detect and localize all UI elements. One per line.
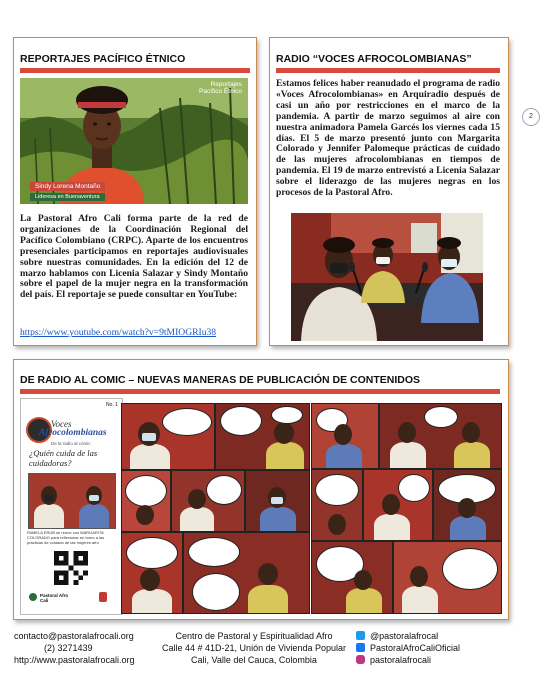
comic-panel xyxy=(311,403,379,469)
sindy-video-still xyxy=(20,78,248,204)
comic-panel xyxy=(183,532,310,614)
footer-email[interactable]: contacto@pastoralafrocali.org xyxy=(14,631,134,641)
facebook-icon xyxy=(356,643,365,652)
footer-social xyxy=(356,630,460,666)
footer-street: Calle 44 # 41D-21, Unión de Vivienda Popular xyxy=(162,643,346,653)
comic-title-bar xyxy=(20,389,500,394)
radio-studio-photo xyxy=(291,213,483,341)
twitter-handle: @pastoralafrocal xyxy=(370,631,439,641)
footer-city: Cali, Valle del Cauca, Colombia xyxy=(191,655,317,665)
comic-cover-image xyxy=(28,473,116,529)
comic-logo-line1: Voces xyxy=(51,419,72,429)
comic-blurb: PAMELA ERUB se reúne con MARGARITA COLORADO para reflexionar en torno a las prácticas de cuidado de las mujeres afro xyxy=(27,530,105,545)
page-number: 2 xyxy=(522,108,540,126)
comic-panel xyxy=(171,470,245,532)
comic-panel xyxy=(121,403,215,470)
comic-panel xyxy=(379,403,502,469)
footer-facebook[interactable] xyxy=(356,642,460,654)
reportajes-body: La Pastoral Afro Cali forma parte de la red de organizaciones de la Coordinación Regional del Pacífico Colombiano (CRPC). Aparte de los encuentros presenciales participamos en reportajes audiovisuales sobre nuestras comunidades. En la edición del 12 de marzo hablamos con Licenia Salazar y Sindy Montaño sobre el papel de la mujer negra en la transformación del país. El reportaje se puede consultar en YouTube: xyxy=(20,213,248,301)
footer-phone: (2) 3271439 xyxy=(44,643,93,653)
instagram-icon xyxy=(356,655,365,664)
instagram-handle: pastoralafrocali xyxy=(370,655,432,665)
footer-address xyxy=(154,630,354,666)
comic-title: DE RADIO AL COMIC – NUEVAS MANERAS DE PUBLICACIÓN DE CONTENIDOS xyxy=(20,374,420,386)
comic-panel xyxy=(433,469,502,541)
comic-question: ¿Quién cuida de las cuidadoras? xyxy=(29,448,98,468)
comic-panel xyxy=(121,532,183,614)
facebook-handle: PastoralAfroCaliOficial xyxy=(370,643,461,653)
comic-panel xyxy=(121,470,171,532)
footer-twitter[interactable] xyxy=(356,630,460,642)
radio-title: RADIO “VOCES AFROCOLOMBIANAS” xyxy=(276,53,472,65)
comic-subtitle: De la radio al cómic xyxy=(51,441,91,446)
reportajes-title: REPORTAJES PACÍFICO ÉTNICO xyxy=(20,53,186,65)
video-label-1: Reportajes xyxy=(210,81,242,88)
qr-code-icon xyxy=(54,551,88,585)
comic-issue-number: No. 1 xyxy=(106,402,118,408)
comic-page-3 xyxy=(311,403,500,612)
video-caption-name: Sindy Lorena Montaño xyxy=(30,182,105,191)
radio-title-bar xyxy=(276,68,500,73)
twitter-icon xyxy=(356,631,365,640)
footer-website[interactable]: http://www.pastoralafrocali.org xyxy=(14,655,135,665)
video-caption-role: Lideresa en Buenaventura xyxy=(30,193,105,201)
comic-panel xyxy=(215,403,310,470)
comic-cover xyxy=(20,398,123,615)
radio-body: Estamos felices haber reanudado el programa de radio «Voces Afrocolombianas» en Arquiradio después de casi un año por restricciones en el marco de la pandemia. A partir de marzo seguimos al aire con nuestra animadora Pamela Garcés los viernes cada 15 días. El 5 de marzo presentó junto con Margarita Colorado y Jennifer Palomeque prácticas de cuidado de las mujeres afrocolombianas en tiempos de pandemia. El 19 de marzo entrevistó a Licenia Salazar sobre el liderazgo de las mujeres negras en los procesos de la Pastoral Afro. xyxy=(276,78,500,199)
pastoral-logo-icon xyxy=(29,593,37,601)
video-label-2: Pacífico Étnico xyxy=(199,88,242,95)
youtube-link[interactable]: https://www.youtube.com/watch?v=9tMIOGRIu38 xyxy=(20,327,217,338)
comic-panel xyxy=(311,469,363,541)
comic-panel xyxy=(363,469,433,541)
comic-logo-line2: Afrocolombianas xyxy=(39,428,107,438)
studio-illustration xyxy=(291,213,483,341)
comic-panel xyxy=(311,541,393,614)
comic-org-name: Pastoral Afro Cali xyxy=(40,593,69,603)
footer-instagram[interactable] xyxy=(356,654,460,666)
reportajes-title-bar xyxy=(20,68,250,73)
footer-contact xyxy=(14,630,135,666)
video-series-label xyxy=(199,81,242,95)
footer-center-name: Centro de Pastoral y Espiritualidad Afro xyxy=(175,631,333,641)
diocese-logo-icon xyxy=(99,592,107,602)
comic-panel xyxy=(245,470,310,532)
comic-page-2 xyxy=(121,403,308,612)
comic-panel xyxy=(393,541,502,614)
